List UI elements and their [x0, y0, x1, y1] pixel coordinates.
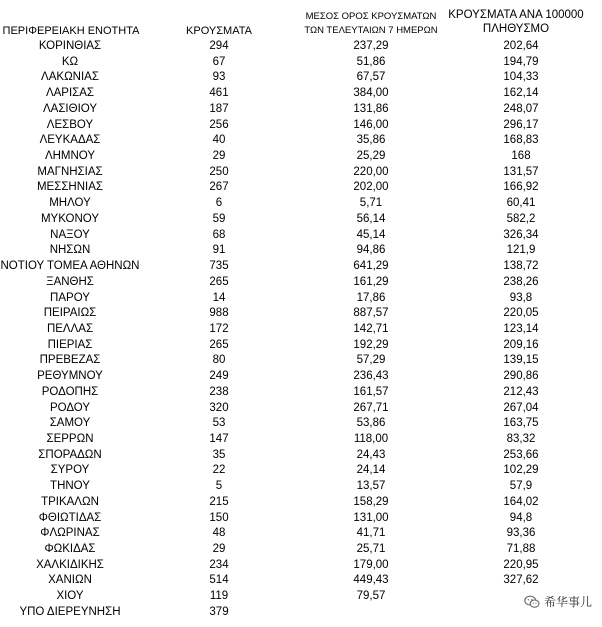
table-row: [0, 463, 602, 479]
cases-cell: 461: [209, 87, 229, 100]
region-cell: ΣΠΟΡΑΔΩΝ: [38, 448, 102, 461]
avg-7day-cell: 179,00: [353, 558, 389, 571]
region-cell: ΤΡΙΚΑΛΩΝ: [41, 495, 99, 508]
table-row: [0, 589, 602, 605]
avg-7day-cell: 25,71: [356, 543, 386, 555]
per-100000-cell: 121,9: [506, 244, 536, 257]
region-cell: ΛΑΣΙΘΙΟΥ: [42, 102, 98, 115]
header-per-100000: [448, 8, 584, 36]
per-100000-cell: 194,79: [503, 55, 539, 68]
avg-7day-cell: 267,71: [353, 401, 389, 414]
table-row: [0, 243, 602, 259]
table-row: [0, 479, 602, 495]
region-cell: ΠΙΕΡΙΑΣ: [47, 338, 93, 351]
region-cell: ΝΗΣΩΝ: [49, 244, 91, 257]
per-100000-cell: 93,36: [506, 527, 536, 540]
cases-cell: 988: [209, 307, 229, 320]
region-cell: ΚΩ: [61, 55, 79, 68]
table-row: [0, 511, 602, 527]
per-100000-cell: 168: [511, 150, 531, 163]
cases-cell: 67: [212, 55, 226, 68]
cases-cell: 14: [212, 291, 226, 304]
per-100000-cell: 60,41: [506, 197, 536, 210]
avg-7day-cell: 237,29: [353, 40, 389, 52]
region-cell: ΚΟΡΙΝΘΙΑΣ: [38, 40, 102, 52]
region-cell: ΛΗΜΝΟΥ: [44, 150, 96, 163]
cases-cell: 514: [209, 574, 229, 587]
per-100000-cell: 327,62: [503, 574, 539, 587]
per-100000-cell: 582,2: [506, 212, 536, 225]
table-row: [0, 228, 602, 244]
header-avg-line1: ΜΕΣΟΣ ΟΡΟΣ ΚΡΟΥΣΜΑΤΩΝ: [305, 11, 437, 22]
per-100000-cell: 164,02: [503, 495, 539, 508]
cases-cell: 735: [209, 260, 229, 273]
region-cell: ΠΑΡΟΥ: [50, 291, 90, 304]
region-cell: ΤΗΝΟΥ: [50, 480, 90, 493]
cases-cell: 35: [212, 448, 226, 461]
table-row: [0, 385, 602, 401]
cases-cell: 320: [209, 401, 229, 414]
avg-7day-cell: 41,71: [356, 527, 386, 540]
avg-7day-cell: 236,43: [353, 370, 389, 383]
table-row: [0, 55, 602, 71]
avg-7day-cell: 25,29: [356, 150, 386, 163]
table-row: [0, 180, 602, 196]
region-cell: ΧΙΟΥ: [56, 590, 84, 603]
cases-cell: 265: [209, 275, 229, 288]
avg-7day-cell: 53,86: [356, 417, 386, 430]
region-cell: ΛΕΣΒΟΥ: [46, 118, 94, 131]
header-cases: [183, 25, 255, 38]
avg-7day-cell: 641,29: [353, 260, 389, 273]
per-100000-cell: 296,17: [503, 118, 539, 131]
table-row: [0, 133, 602, 149]
avg-7day-cell: 161,29: [353, 275, 389, 288]
region-cell: ΜΗΛΟΥ: [49, 197, 91, 210]
table-row: [0, 86, 602, 102]
table-row: [0, 526, 602, 542]
cases-cell: 294: [209, 40, 229, 52]
cases-cell: 68: [212, 228, 226, 241]
avg-7day-cell: 202,00: [353, 181, 389, 194]
avg-7day-cell: 67,57: [356, 71, 386, 84]
table-row: [0, 39, 602, 55]
avg-7day-cell: 158,29: [353, 495, 389, 508]
avg-7day-cell: 5,71: [359, 197, 383, 210]
region-cell: ΠΡΕΒΕΖΑΣ: [39, 354, 101, 367]
table-row: [0, 212, 602, 228]
table-row: [0, 369, 602, 385]
region-cell: ΧΑΛΚΙΔΙΚΗΣ: [36, 558, 104, 571]
cases-cell: 6: [215, 197, 223, 210]
header-cases-label: ΚΡΟΥΣΜΑΤΑ: [186, 25, 252, 37]
region-cell: ΜΥΚΟΝΟΥ: [40, 212, 100, 225]
table-body: [0, 39, 602, 621]
avg-7day-cell: 13,57: [356, 480, 386, 493]
cases-cell: 91: [212, 244, 226, 257]
per-100000-cell: 162,14: [503, 87, 539, 100]
avg-7day-cell: 79,57: [356, 590, 386, 603]
per-100000-cell: 202,64: [503, 40, 539, 52]
per-100000-cell: 209,16: [503, 338, 539, 351]
table-row: [0, 432, 602, 448]
header-avg-line2: ΤΩΝ ΤΕΛΕΥΤΑΙΩΝ 7 ΗΜΕΡΩΝ: [304, 25, 438, 36]
region-cell: ΠΕΙΡΑΙΩΣ: [43, 307, 97, 320]
region-cell: ΦΩΚΙΔΑΣ: [44, 543, 96, 555]
table-row: [0, 259, 602, 275]
per-100000-cell: 220,05: [503, 307, 539, 320]
region-cell: ΛΑΡΙΣΑΣ: [45, 87, 95, 100]
per-100000-cell: 104,33: [503, 71, 539, 84]
table-row: [0, 605, 602, 621]
cases-cell: 172: [209, 322, 229, 335]
cases-cell: 93: [212, 71, 226, 84]
table-row: [0, 573, 602, 589]
cases-cell: 40: [212, 134, 226, 147]
table-row: [0, 165, 602, 181]
per-100000-cell: 93,8: [509, 291, 533, 304]
header-7day-average: [296, 10, 446, 38]
per-100000-cell: 290,86: [503, 370, 539, 383]
avg-7day-cell: 35,86: [356, 134, 386, 147]
cases-cell: 5: [215, 480, 223, 493]
per-100000-cell: 238,26: [503, 275, 539, 288]
per-100000-cell: 212,43: [503, 385, 539, 398]
avg-7day-cell: 24,43: [356, 448, 386, 461]
avg-7day-cell: 17,86: [356, 291, 386, 304]
region-cell: ΦΛΩΡΙΝΑΣ: [40, 527, 100, 540]
avg-7day-cell: 161,57: [353, 385, 389, 398]
region-cell: ΡΟΔΟΥ: [49, 401, 91, 414]
table-row: [0, 448, 602, 464]
avg-7day-cell: 24,14: [356, 464, 386, 477]
table-row: [0, 275, 602, 291]
region-cell: ΣΕΡΡΩΝ: [46, 432, 94, 445]
region-cell: ΛΕΥΚΑΔΑΣ: [39, 134, 101, 147]
header-region-label: ΠΕΡΙΦΕΡΕΙΑΚΗ ΕΝΟΤΗΤΑ: [2, 25, 140, 37]
cases-cell: 267: [209, 181, 229, 194]
cases-cell: 147: [209, 432, 229, 445]
per-100000-cell: 57,9: [509, 480, 533, 493]
watermark: [520, 592, 596, 611]
cases-cell: 249: [209, 370, 229, 383]
table-row: [0, 542, 602, 558]
per-100000-cell: 83,32: [506, 432, 536, 445]
per-100000-cell: 94,8: [509, 511, 533, 524]
avg-7day-cell: 220,00: [353, 165, 389, 178]
per-100000-cell: 168,83: [503, 134, 539, 147]
per-100000-cell: 267,04: [503, 401, 539, 414]
per-100000-cell: 123,14: [503, 322, 539, 335]
cases-cell: 234: [209, 558, 229, 571]
per-100000-cell: 326,34: [503, 228, 539, 241]
table-row: [0, 322, 602, 338]
avg-7day-cell: 384,00: [353, 87, 389, 100]
region-cell: ΣΑΜΟΥ: [49, 417, 91, 430]
region-cell: ΣΥΡΟΥ: [50, 464, 90, 477]
table-row: [0, 291, 602, 307]
per-100000-cell: 166,92: [503, 181, 539, 194]
wechat-icon: [524, 595, 540, 609]
cases-cell: 238: [209, 385, 229, 398]
table-row: [0, 118, 602, 134]
cases-cell: 150: [209, 511, 229, 524]
header-per-line1: ΚΡΟΥΣΜΑΤΑ ΑΝΑ 100000: [448, 9, 584, 21]
table-row: [0, 196, 602, 212]
per-100000-cell: 163,75: [503, 417, 539, 430]
per-100000-cell: 220,95: [503, 558, 539, 571]
cases-cell: 265: [209, 338, 229, 351]
cases-cell: 215: [209, 495, 229, 508]
avg-7day-cell: 449,43: [353, 574, 389, 587]
region-cell: ΧΑΝΙΩΝ: [48, 574, 92, 587]
per-100000-cell: 253,66: [503, 448, 539, 461]
table-row: [0, 102, 602, 118]
avg-7day-cell: 887,57: [353, 307, 389, 320]
avg-7day-cell: 45,14: [356, 228, 386, 241]
per-100000-cell: 71,88: [506, 543, 536, 555]
region-cell: ΦΘΙΩΤΙΔΑΣ: [38, 511, 102, 524]
cases-cell: 379: [209, 605, 229, 618]
region-cell: ΝΟΤΙΟΥ ΤΟΜΕΑ ΑΘΗΝΩΝ: [0, 260, 140, 273]
table-row: [0, 416, 602, 432]
table-row: [0, 401, 602, 417]
table-row: [0, 149, 602, 165]
cases-cell: 119: [209, 590, 229, 603]
avg-7day-cell: 192,29: [353, 338, 389, 351]
region-cell: ΥΠΟ ΔΙΕΡΕΥΝΗΣΗ: [19, 605, 121, 618]
cases-cell: 250: [209, 165, 229, 178]
per-100000-cell: 248,07: [503, 102, 539, 115]
cases-cell: 187: [209, 102, 229, 115]
region-cell: ΝΑΞΟΥ: [50, 228, 90, 241]
cases-cell: 256: [209, 118, 229, 131]
avg-7day-cell: 51,86: [356, 55, 386, 68]
cases-cell: 22: [212, 464, 226, 477]
avg-7day-cell: 94,86: [356, 244, 386, 257]
cases-cell: 53: [212, 417, 226, 430]
region-cell: ΡΕΘΥΜΝΟΥ: [37, 370, 103, 383]
cases-cell: 48: [212, 527, 226, 540]
table-row: [0, 495, 602, 511]
table-row: [0, 558, 602, 574]
table-row: [0, 70, 602, 86]
table-row: [0, 306, 602, 322]
avg-7day-cell: 146,00: [353, 118, 389, 131]
cases-cell: 29: [212, 543, 226, 555]
table-row: [0, 353, 602, 369]
region-cell: ΜΕΣΣΗΝΙΑΣ: [36, 181, 104, 194]
avg-7day-cell: 131,86: [353, 102, 389, 115]
header-per-line2: ΠΛΗΘΥΣΜΟ: [482, 23, 550, 35]
avg-7day-cell: 56,14: [356, 212, 386, 225]
avg-7day-cell: 118,00: [353, 432, 389, 445]
header-region: [2, 25, 140, 38]
per-100000-cell: 131,57: [503, 165, 539, 178]
region-cell: ΛΑΚΩΝΙΑΣ: [41, 71, 99, 84]
avg-7day-cell: 131,00: [353, 511, 389, 524]
watermark-text: 希华事儿: [543, 595, 592, 609]
avg-7day-cell: 57,29: [356, 354, 386, 367]
region-cell: ΠΕΛΛΑΣ: [46, 322, 94, 335]
per-100000-cell: 138,72: [503, 260, 539, 273]
table-row: [0, 338, 602, 354]
cases-cell: 59: [212, 212, 226, 225]
cases-cell: 80: [212, 354, 226, 367]
region-cell: ΡΟΔΟΠΗΣ: [41, 385, 99, 398]
region-cell: ΜΑΓΝΗΣΙΑΣ: [37, 165, 103, 178]
per-100000-cell: 139,15: [503, 354, 539, 367]
region-cell: ΞΑΝΘΗΣ: [46, 275, 94, 288]
avg-7day-cell: 142,71: [353, 322, 389, 335]
cases-cell: 29: [212, 150, 226, 163]
per-100000-cell: 102,29: [503, 464, 539, 477]
